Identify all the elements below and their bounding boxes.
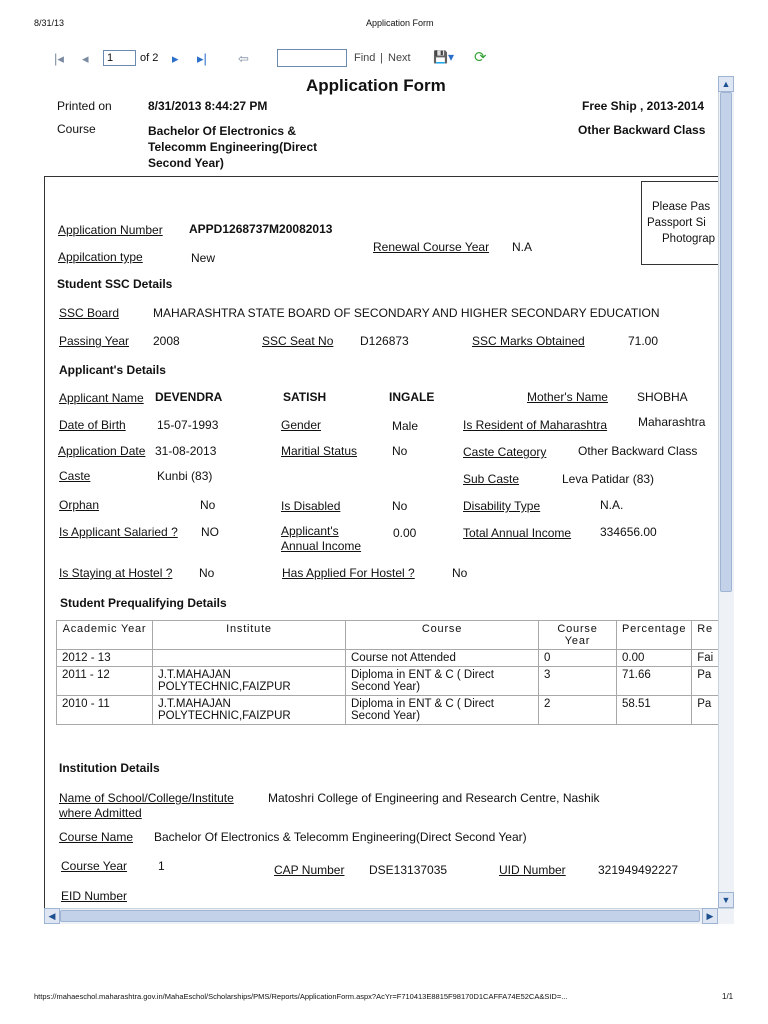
salaried-value: NO (201, 525, 219, 539)
caste-category-label: Caste Category (463, 445, 547, 459)
horizontal-scroll-thumb[interactable] (60, 910, 700, 922)
caste-category-value: Other Backward Class (578, 444, 698, 458)
next-page-icon[interactable]: ▸ (172, 51, 179, 66)
disability-type-label: Disability Type (463, 499, 541, 513)
printed-on-label: Printed on (57, 99, 112, 113)
gender-label: Gender (281, 418, 322, 432)
scroll-down-icon[interactable]: ▼ (718, 892, 734, 908)
ssc-board-label: SSC Board (59, 306, 120, 320)
course-name-value: Bachelor Of Electronics & Telecomm Engineering(Direct Second Year) (154, 830, 527, 844)
photo-placeholder: Please Pas Passport Si Photograp (641, 181, 721, 265)
course-year-label: Course Year (61, 859, 128, 873)
print-page-number: 1/1 (722, 992, 734, 1001)
school-value: Matoshri College of Engineering and Research Centre, Nashik (268, 791, 600, 805)
hostel-applied-value: No (452, 566, 468, 580)
application-date-label: Application Date (58, 444, 146, 458)
ssc-seat-label: SSC Seat No (262, 334, 334, 348)
mother-name-value: SHOBHA (637, 390, 688, 404)
printed-on-value: 8/31/2013 8:44:27 PM (148, 99, 268, 113)
scroll-up-icon[interactable]: ▲ (718, 76, 734, 92)
ssc-marks-value: 71.00 (628, 334, 659, 348)
print-date: 8/31/13 (34, 18, 65, 28)
back-icon[interactable]: ⇦ (238, 51, 249, 66)
ssc-seat-value: D126873 (360, 334, 409, 348)
export-icon[interactable]: 💾▾ (433, 50, 454, 64)
page-count: of 2 (140, 52, 159, 64)
marital-status-label: Maritial Status (281, 444, 358, 458)
applicant-income-label: Applicant's Annual Income (281, 524, 362, 553)
applicant-income-value: 0.00 (393, 526, 417, 540)
is-disabled-value: No (392, 499, 408, 513)
prev-page-icon[interactable]: ◂ (82, 51, 89, 66)
col-course: Course (346, 621, 539, 650)
scroll-left-icon[interactable]: ◀ (44, 908, 60, 924)
cap-number-label: CAP Number (274, 863, 345, 877)
ssc-heading: Student SSC Details (57, 277, 173, 291)
course-year-value: 1 (158, 859, 165, 873)
col-percentage: Percentage (617, 621, 692, 650)
gender-value: Male (392, 419, 419, 433)
first-page-icon[interactable]: |◂ (54, 51, 64, 66)
applicant-name-label: Applicant Name (59, 391, 144, 405)
dob-value: 15-07-1993 (157, 418, 219, 432)
ssc-marks-label: SSC Marks Obtained (472, 334, 585, 348)
find-link[interactable]: Find (354, 52, 376, 64)
last-page-icon[interactable]: ▸| (197, 51, 207, 66)
course-label: Course (57, 122, 96, 136)
table-row: 2011 - 12 J.T.MAHAJAN POLYTECHNIC,FAIZPUR Diploma in ENT & C ( Direct Second Year) 3 71.66 Pa (57, 667, 722, 696)
vertical-scroll-thumb[interactable] (720, 92, 732, 592)
print-title: Application Form (366, 18, 434, 28)
hostel-stay-value: No (199, 566, 215, 580)
caste-value: Kunbi (83) (157, 469, 213, 483)
caste-label: Caste (59, 469, 91, 483)
find-separator: | (380, 52, 383, 64)
scroll-right-icon[interactable]: ▶ (702, 908, 718, 924)
refresh-icon[interactable]: ⟳ (474, 49, 487, 66)
col-result: Re (692, 621, 722, 650)
find-input[interactable] (277, 49, 347, 67)
application-number-value: APPD1268737M20082013 (189, 222, 333, 236)
passing-year-value: 2008 (153, 334, 180, 348)
cap-number-value: DSE13137035 (369, 863, 448, 877)
applicant-middle-name: SATISH (283, 390, 327, 404)
col-course-year: Course Year (539, 621, 617, 650)
salaried-label: Is Applicant Salaried ? (59, 525, 178, 539)
print-url: https://mahaeschol.maharashtra.gov.in/MahaEschol/Scholarships/PMS/Reports/ApplicationForm.aspx?AcYr=F710413E8815F98170D1CAFFA74E52CA&SID=... (34, 992, 568, 1001)
application-number-label: Application Number (58, 223, 163, 237)
ssc-board-value: MAHARASHTRA STATE BOARD OF SECONDARY AND HIGHER SECONDARY EDUCATION (153, 306, 660, 320)
disability-type-value: N.A. (600, 498, 624, 512)
renewal-course-year-label: Renewal Course Year (373, 240, 490, 254)
col-academic-year: Academic Year (57, 621, 153, 650)
resident-label: Is Resident of Maharashtra (463, 418, 608, 432)
page-number-input[interactable]: 1 (103, 50, 136, 66)
passing-year-label: Passing Year (59, 334, 130, 348)
table-header-row (57, 621, 722, 650)
table-row: 2010 - 11 J.T.MAHAJAN POLYTECHNIC,FAIZPUR Diploma in ENT & C ( Direct Second Year) 2 58.51 Pa (57, 696, 722, 725)
hostel-applied-label: Has Applied For Hostel ? (282, 566, 415, 580)
applicant-last-name: INGALE (389, 390, 435, 404)
dob-label: Date of Birth (59, 418, 126, 432)
hostel-stay-label: Is Staying at Hostel ? (59, 566, 173, 580)
table-row: 2012 - 13 Course not Attended 0 0.00 Fai (57, 650, 722, 667)
application-date-value: 31-08-2013 (155, 444, 217, 458)
uid-number-value: 321949492227 (598, 863, 679, 877)
uid-number-label: UID Number (499, 863, 566, 877)
course-value: Bachelor Of Electronics & Telecomm Engineering(Direct Second Year) (148, 124, 318, 170)
prequal-table (56, 620, 722, 725)
resident-value: Maharashtra (638, 415, 706, 429)
mother-name-label: Mother's Name (527, 390, 608, 404)
application-type-label: Appilcation type (58, 250, 143, 264)
scheme-name: Free Ship , 2013-2014 (582, 99, 705, 113)
prequal-heading: Student Prequalifying Details (60, 596, 227, 610)
renewal-course-year-value: N.A (512, 240, 533, 254)
total-income-label: Total Annual Income (463, 526, 572, 540)
col-institute: Institute (153, 621, 346, 650)
institution-heading: Institution Details (59, 761, 160, 775)
page-title: Application Form (306, 76, 446, 95)
orphan-label: Orphan (59, 498, 100, 512)
find-next-link[interactable]: Next (388, 52, 411, 64)
total-income-value: 334656.00 (600, 525, 657, 539)
is-disabled-label: Is Disabled (281, 499, 341, 513)
orphan-value: No (200, 498, 216, 512)
application-type-value: New (191, 251, 216, 265)
eid-number-label: EID Number (61, 889, 128, 903)
category-value: Other Backward Class (578, 123, 706, 137)
school-label: Name of School/College/Institute where Admitted (59, 791, 234, 820)
applicant-first-name: DEVENDRA (155, 390, 223, 404)
applicant-heading: Applicant's Details (59, 363, 166, 377)
marital-status-value: No (392, 444, 408, 458)
sub-caste-value: Leva Patidar (83) (562, 472, 655, 486)
course-name-label: Course Name (59, 830, 134, 844)
sub-caste-label: Sub Caste (463, 472, 520, 486)
